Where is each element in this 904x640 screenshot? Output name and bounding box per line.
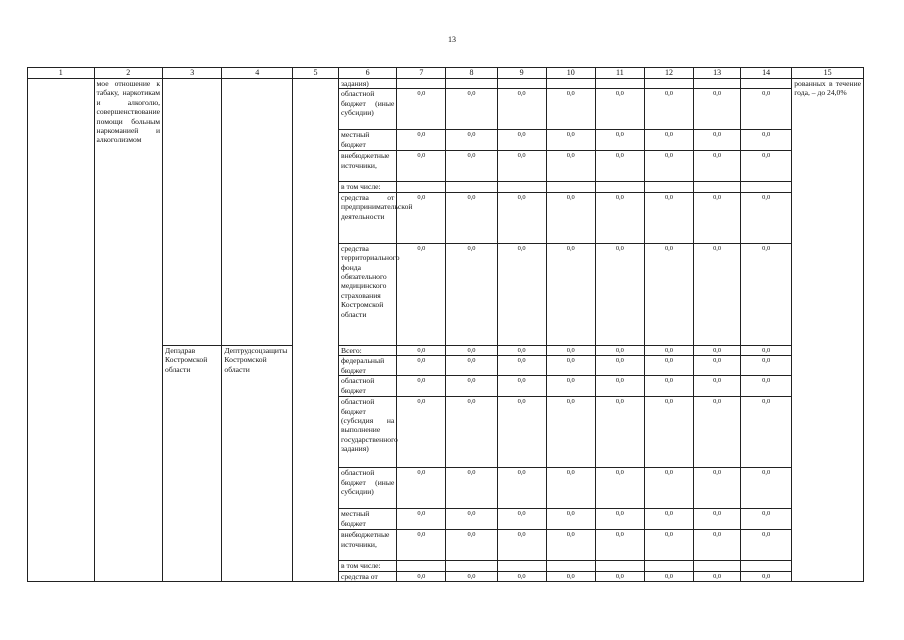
value-cell: 0,0 — [741, 397, 792, 468]
value-cell: 0,0 — [397, 130, 446, 151]
value-cell: 0,0 — [497, 468, 546, 509]
value-cell: 0,0 — [546, 89, 595, 130]
funding-source-label: местный бюджет — [339, 509, 397, 530]
value-cell: 0,0 — [546, 468, 595, 509]
value-cell: 0,0 — [546, 151, 595, 182]
value-cell: 0,0 — [694, 130, 741, 151]
page-number: 13 — [448, 35, 456, 44]
value-cell: 0,0 — [546, 376, 595, 397]
value-cell: 0,0 — [595, 243, 644, 345]
funding-source-label: средства от предпринимательской деятельности — [339, 192, 397, 243]
value-cell: 0,0 — [497, 243, 546, 345]
value-cell: 0,0 — [644, 571, 693, 581]
funding-source-label: областной бюджет (иные субсидии) — [339, 468, 397, 509]
value-cell: 0,0 — [741, 356, 792, 376]
value-cell: 0,0 — [595, 89, 644, 130]
value-cell: 0,0 — [644, 397, 693, 468]
value-cell: 0,0 — [446, 192, 497, 243]
column-header: 3 — [163, 68, 222, 79]
value-cell: 0,0 — [497, 130, 546, 151]
value-cell: 0,0 — [397, 243, 446, 345]
col1-cell — [28, 79, 95, 582]
value-cell: 0,0 — [595, 397, 644, 468]
value-cell: 0,0 — [595, 571, 644, 581]
value-cell: 0,0 — [446, 468, 497, 509]
value-cell: 0,0 — [694, 345, 741, 355]
value-cell: 0,0 — [497, 530, 546, 561]
budget-table — [27, 67, 864, 582]
value-cell: 0,0 — [694, 376, 741, 397]
value-cell: 0,0 — [446, 571, 497, 581]
value-cell: 0,0 — [397, 397, 446, 468]
column-header: 1 — [28, 68, 95, 79]
value-cell: 0,0 — [446, 243, 497, 345]
value-cell: 0,0 — [694, 356, 741, 376]
coexecutor-cell — [222, 79, 293, 346]
value-cell: 0,0 — [397, 151, 446, 182]
value-cell: 0,0 — [595, 151, 644, 182]
value-cell: 0,0 — [694, 397, 741, 468]
value-cell: 0,0 — [644, 130, 693, 151]
value-cell: 0,0 — [497, 397, 546, 468]
value-cell: 0,0 — [694, 243, 741, 345]
value-cell: 0,0 — [595, 468, 644, 509]
value-cell: 0,0 — [397, 571, 446, 581]
column-header: 12 — [644, 68, 693, 79]
value-cell: 0,0 — [546, 130, 595, 151]
value-cell: 0,0 — [741, 151, 792, 182]
funding-source-label: областной бюджет — [339, 376, 397, 397]
column-header: 14 — [741, 68, 792, 79]
value-cell: 0,0 — [397, 89, 446, 130]
value-cell: 0,0 — [644, 468, 693, 509]
value-cell: 0,0 — [546, 243, 595, 345]
value-cell: 0,0 — [595, 130, 644, 151]
target-indicator: рованных в течение года, – до 24,0% — [792, 79, 864, 582]
value-cell: 0,0 — [397, 356, 446, 376]
value-cell: 0,0 — [497, 571, 546, 581]
funding-source-label: Всего: — [339, 345, 397, 355]
executor-cell: Депздрав Костромской области — [163, 345, 222, 581]
value-cell: 0,0 — [397, 509, 446, 530]
value-cell: 0,0 — [397, 530, 446, 561]
value-cell: 0,0 — [397, 345, 446, 355]
column-header: 11 — [595, 68, 644, 79]
value-cell: 0,0 — [446, 530, 497, 561]
funding-source-label: средства от — [339, 571, 397, 581]
value-cell: 0,0 — [595, 356, 644, 376]
funding-source-label: внебюджетные источники, — [339, 530, 397, 561]
value-cell: 0,0 — [595, 530, 644, 561]
col5-cell — [292, 79, 338, 582]
value-cell: 0,0 — [644, 509, 693, 530]
funding-source-label: в том числе: — [339, 182, 397, 192]
value-cell: 0,0 — [446, 89, 497, 130]
value-cell: 0,0 — [546, 356, 595, 376]
value-cell: 0,0 — [446, 509, 497, 530]
funding-source-label: средства территориального фонда обязательного медицинского страхования Костромской области — [339, 243, 397, 345]
value-cell: 0,0 — [397, 192, 446, 243]
value-cell: 0,0 — [694, 468, 741, 509]
value-cell: 0,0 — [694, 151, 741, 182]
column-header: 7 — [397, 68, 446, 79]
column-header: 2 — [94, 68, 163, 79]
column-header: 13 — [694, 68, 741, 79]
column-header: 6 — [339, 68, 397, 79]
value-cell: 0,0 — [546, 530, 595, 561]
value-cell: 0,0 — [595, 509, 644, 530]
value-cell: 0,0 — [546, 397, 595, 468]
column-header: 9 — [497, 68, 546, 79]
value-cell: 0,0 — [644, 345, 693, 355]
value-cell: 0,0 — [546, 571, 595, 581]
value-cell: 0,0 — [497, 89, 546, 130]
funding-source-label: местный бюджет — [339, 130, 397, 151]
value-cell: 0,0 — [741, 530, 792, 561]
value-cell: 0,0 — [397, 468, 446, 509]
value-cell: 0,0 — [741, 192, 792, 243]
column-header: 10 — [546, 68, 595, 79]
funding-source-label: внебюджетные источники, — [339, 151, 397, 182]
value-cell: 0,0 — [546, 345, 595, 355]
value-cell: 0,0 — [644, 151, 693, 182]
value-cell: 0,0 — [497, 376, 546, 397]
value-cell: 0,0 — [741, 243, 792, 345]
table-row — [28, 79, 864, 89]
coexecutor-cell: Дептрудсоцзащиты Костромской области — [222, 345, 293, 581]
column-header: 4 — [222, 68, 293, 79]
funding-source-label: областной бюджет (иные субсидии) — [339, 89, 397, 130]
value-cell: 0,0 — [497, 192, 546, 243]
value-cell: 0,0 — [644, 376, 693, 397]
measure-description: мое отношение к табаку, наркотикам и алкоголю, совершенствование помощи больным наркоманией и алкоголизмом — [94, 79, 163, 582]
value-cell: 0,0 — [694, 192, 741, 243]
value-cell: 0,0 — [741, 468, 792, 509]
value-cell: 0,0 — [741, 89, 792, 130]
column-header: 5 — [292, 68, 338, 79]
column-header-row — [28, 68, 864, 79]
value-cell: 0,0 — [741, 509, 792, 530]
value-cell: 0,0 — [741, 345, 792, 355]
value-cell: 0,0 — [546, 192, 595, 243]
value-cell: 0,0 — [694, 509, 741, 530]
value-cell: 0,0 — [446, 356, 497, 376]
funding-source-label: в том числе: — [339, 561, 397, 571]
value-cell: 0,0 — [644, 356, 693, 376]
value-cell: 0,0 — [446, 397, 497, 468]
column-header: 8 — [446, 68, 497, 79]
value-cell: 0,0 — [497, 509, 546, 530]
value-cell: 0,0 — [644, 243, 693, 345]
value-cell: 0,0 — [644, 192, 693, 243]
value-cell: 0,0 — [446, 345, 497, 355]
value-cell: 0,0 — [741, 571, 792, 581]
executor-cell — [163, 79, 222, 346]
value-cell: 0,0 — [595, 376, 644, 397]
value-cell: 0,0 — [741, 376, 792, 397]
value-cell: 0,0 — [497, 356, 546, 376]
value-cell: 0,0 — [694, 530, 741, 561]
value-cell: 0,0 — [694, 571, 741, 581]
value-cell: 0,0 — [446, 376, 497, 397]
value-cell: 0,0 — [644, 530, 693, 561]
value-cell: 0,0 — [694, 89, 741, 130]
funding-source-label: задания) — [339, 79, 397, 89]
funding-source-label: областной бюджет (субсидия на выполнение государственного задания) — [339, 397, 397, 468]
value-cell: 0,0 — [397, 376, 446, 397]
value-cell: 0,0 — [446, 130, 497, 151]
value-cell: 0,0 — [644, 89, 693, 130]
value-cell: 0,0 — [595, 192, 644, 243]
funding-source-label: федеральный бюджет — [339, 356, 397, 376]
value-cell: 0,0 — [595, 345, 644, 355]
value-cell: 0,0 — [497, 151, 546, 182]
column-header: 15 — [792, 68, 864, 79]
value-cell: 0,0 — [446, 151, 497, 182]
value-cell: 0,0 — [546, 509, 595, 530]
value-cell: 0,0 — [741, 130, 792, 151]
value-cell: 0,0 — [497, 345, 546, 355]
